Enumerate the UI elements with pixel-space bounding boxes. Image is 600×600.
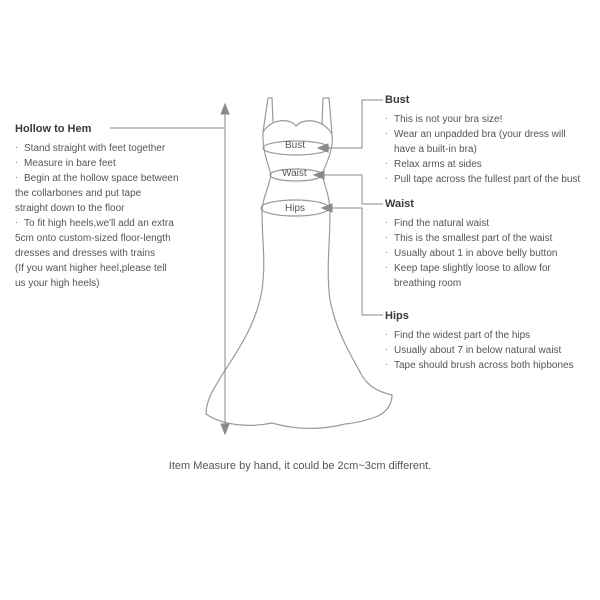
list-item: . Usually about 7 in below natural waist bbox=[385, 343, 595, 358]
hollow-to-hem-section bbox=[15, 122, 220, 291]
hollow-to-hem-title: Hollow to Hem bbox=[15, 123, 92, 135]
list-item: us your high heels) bbox=[15, 278, 100, 289]
hips-arrow bbox=[322, 204, 383, 315]
list-item: (If you want higher heel,please tell bbox=[15, 263, 167, 274]
list-item: . This is the smallest part of the waist bbox=[385, 231, 595, 246]
list-item: . Begin at the hollow space between bbox=[15, 171, 220, 186]
list-item: . Keep tape slightly loose to allow for bbox=[385, 261, 595, 276]
list-item: . Pull tape across the fullest part of the bust bbox=[385, 172, 595, 187]
list-item: . Find the widest part of the hips bbox=[385, 328, 595, 343]
waist-list bbox=[385, 216, 595, 291]
list-item: . Find the natural waist bbox=[385, 216, 595, 231]
bust-arrow bbox=[318, 100, 383, 152]
list-item: . Measure in bare feet bbox=[15, 156, 220, 171]
list-item: . Tape should brush across both hipbones bbox=[385, 358, 595, 373]
list-item: the collarbones and put tape bbox=[15, 188, 142, 199]
list-item: dresses and dresses with trains bbox=[15, 248, 156, 259]
dress-label-waist: Waist bbox=[282, 168, 307, 179]
bust-title: Bust bbox=[385, 94, 410, 106]
hips-list bbox=[385, 328, 595, 373]
dress-label-hips: Hips bbox=[285, 203, 306, 214]
list-item: breathing room bbox=[394, 278, 462, 289]
hips-title: Hips bbox=[385, 310, 409, 322]
bust-list bbox=[385, 112, 595, 187]
footer-note: Item Measure by hand, it could be 2cm~3cm different. bbox=[168, 460, 432, 472]
waist-arrow bbox=[314, 171, 383, 204]
list-item: straight down to the floor bbox=[15, 203, 125, 214]
list-item: have a built-in bra) bbox=[394, 144, 477, 155]
list-item: . To fit high heels,we'll add an extra bbox=[15, 216, 220, 231]
list-item: 5cm onto custom-sized floor-length bbox=[15, 233, 171, 244]
waist-title: Waist bbox=[385, 198, 414, 210]
bust-section bbox=[385, 93, 595, 187]
list-item: . This is not your bra size! bbox=[385, 112, 595, 127]
list-item: . Relax arms at sides bbox=[385, 157, 595, 172]
waist-section bbox=[385, 197, 595, 291]
list-item: . Wear an unpadded bra (your dress will bbox=[385, 127, 595, 142]
dress-label-bust: Bust bbox=[285, 140, 306, 151]
list-item: . Usually about 1 in above belly button bbox=[385, 246, 595, 261]
list-item: . Stand straight with feet together bbox=[15, 141, 220, 156]
hollow-to-hem-list bbox=[15, 141, 220, 291]
hips-section bbox=[385, 309, 595, 373]
